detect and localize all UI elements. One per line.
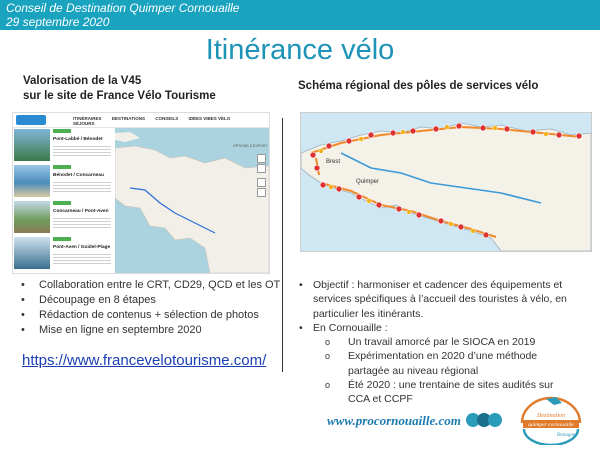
site-map [115,128,269,273]
right-bullet-list [292,278,577,407]
stage-description [53,180,111,194]
left-bullet-list [16,278,280,338]
map-zoom-out-button[interactable] [257,164,266,173]
site-stage-card [13,236,113,270]
bullet-item: • En Cornouaille : [292,321,577,335]
stage-photo [14,165,50,197]
stage-photo [14,201,50,233]
map-layer-button[interactable] [257,178,266,187]
right-subtitle: Schéma régional des pôles de services vélo [298,80,539,92]
column-divider [282,118,283,372]
website-screenshot [12,112,270,274]
site-stage-list [13,128,113,273]
header-date: 29 septembre 2020 [6,15,110,29]
stage-name: Bénodet / Concarneau [53,173,104,178]
stage-description [53,252,111,266]
stage-name: Concarneau / Pont-Aven [53,209,109,214]
map-label-brest: Brest [326,159,341,165]
site-nav-item: CONSEILS [155,116,179,121]
bullet-item: • Objectif : harmoniser et cadencer des équipements et services spécifiques à l’accueil des touristes à vélo, en particulier les itinérants. [292,278,577,321]
stage-description [53,216,111,230]
site-stage-card [13,164,113,198]
stage-tag [53,165,71,169]
site-logo [16,115,46,125]
regional-map [300,112,592,252]
stage-description [53,144,111,158]
stage-name: Pont-Aven / Guidel-Plage [53,245,111,250]
site-stage-card [13,128,113,162]
site-nav-item: IDÉES VIBES VÉLO [188,116,231,121]
header-banner [0,0,600,30]
map-fullscreen-button[interactable] [257,188,266,197]
logo-line3: Bretagne [556,433,576,438]
bullet-item: • Mise en ligne en septembre 2020 [16,323,280,338]
map-label-quimper: Quimper [356,179,380,185]
stage-tag [53,237,71,241]
destination-logo-drawing [516,393,586,445]
sub-bullet-item: o Expérimentation en 2020 d’une méthode partagée au niveau régional [292,349,577,378]
circle-icon [488,413,502,427]
stage-photo [14,129,50,161]
map-zoom-in-button[interactable] [257,154,266,163]
destination-logo [516,393,586,445]
bullet-item: • Découpage en 8 étapes [16,293,280,308]
site-navbar [13,113,269,128]
sub-bullet-item: o Un travail amorcé par le SIOCA en 2019 [292,335,577,349]
bullet-item: • Rédaction de contenus + sélection de photos [16,308,280,323]
left-subtitle-line2: sur le site de France Vélo Tourisme [23,90,216,102]
stage-name: Pont-Labbé / Bénodet [53,137,103,142]
site-nav-items [73,116,269,126]
procornouaille-url[interactable]: www.procornouaille.com [327,413,461,428]
site-stage-card [13,200,113,234]
france-velo-tourisme-link[interactable]: https://www.francevelotourisme.com/ [22,352,267,369]
site-nav-item: DESTINATIONS [111,116,145,121]
site-nav-item: ITINÉRAIRES [73,116,102,121]
bullet-item: • Collaboration entre le CRT, CD29, QCD et les OT [16,278,280,293]
left-subtitle-line1: Valorisation de la V45 [23,75,142,87]
left-subtitle [23,74,216,104]
stage-tag [53,201,71,205]
map-options-label: OPTIONS & EXPORT [233,144,268,148]
stage-tag [53,129,71,133]
regional-map-drawing [301,113,591,251]
stage-photo [14,237,50,269]
logo-line1: Destination [537,413,565,419]
sub-bullet-item: o Été 2020 : une trentaine de sites audités sur CCA et CCPF [292,378,577,407]
page-title: Itinérance vélo [205,34,395,66]
logo-line2: quimper cornouaille [528,422,574,428]
site-nav-item: SÉJOURS [73,121,95,126]
header-title: Conseil de Destination Quimper Cornouaille [6,1,240,15]
site-map-drawing [115,128,269,273]
